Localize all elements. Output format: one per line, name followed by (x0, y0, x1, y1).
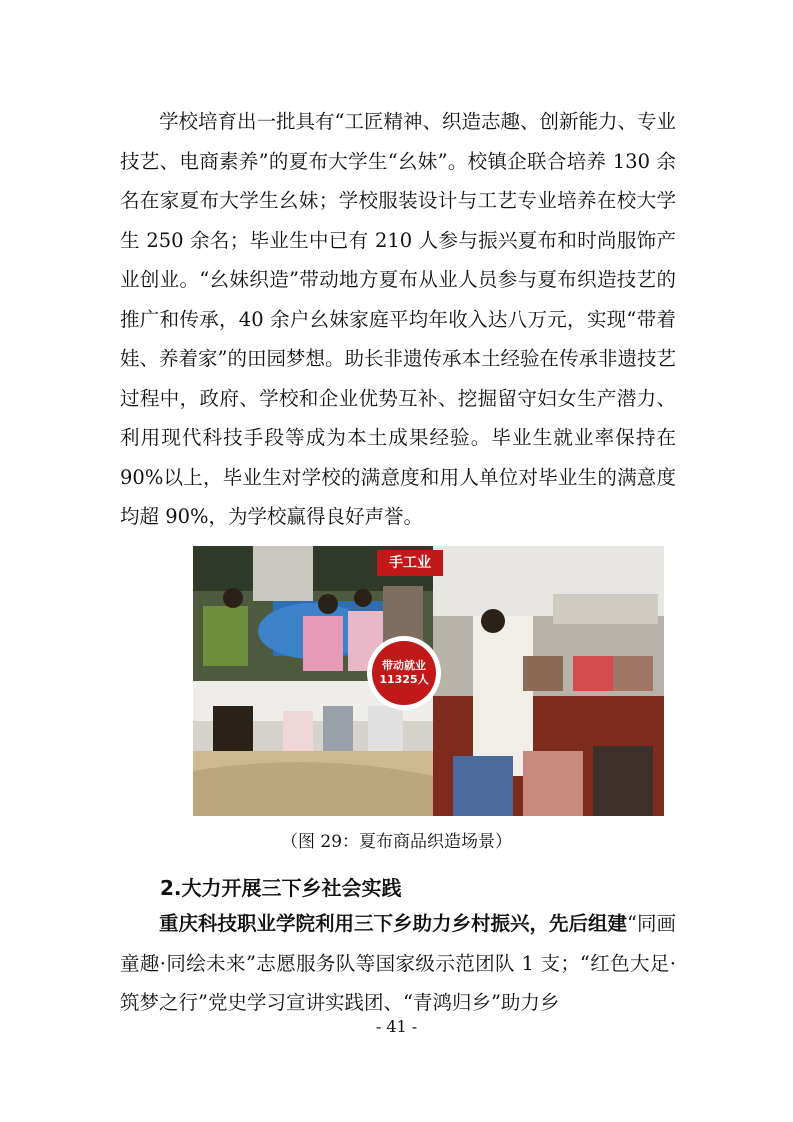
weaving-scene-photo-collage (193, 546, 664, 816)
employment-badge-inner (372, 641, 436, 705)
figure-caption: （图 29：夏布商品织造场景） (280, 832, 513, 852)
handicraft-tag-label: 手工业 (389, 555, 431, 571)
body-paragraph-2 (120, 904, 676, 1023)
paragraph-2-rest: “同画童趣·同绘未来”志愿服务队等国家级示范团队 1 支；“红色大足·筑梦之行”党史学习宣讲实践团、“青鸿归乡”助力乡 (120, 912, 676, 1014)
employment-badge-line1: 带动就业 (382, 659, 426, 672)
page-number: - 41 - (375, 1017, 418, 1036)
handicraft-tag (377, 550, 443, 576)
body-paragraph-1: 学校培育出一批具有“工匠精神、织造志趣、创新能力、专业技艺、电商素养”的夏布大学生“幺妹”。校镇企联合培养 130 余名在家夏布大学生幺妹；学校服装设计与工艺专业培养在校大学生 250 余名；毕业生中已有 210 人参与振兴夏布和时尚服饰产业创业。“幺妹织造”带动地方夏布从业人员参与夏布织造技艺的推广和传承，40 余户幺妹家庭平均年收入达八万元，实现“带着娃、养着家”的田园梦想。助长非遗传承本土经验在传承非遗技艺过程中，政府、学校和企业优势互补、挖掘留守妇女生产潜力、利用现代科技手段等成为本土成果经验。毕业生就业率保持在 90%以上，毕业生对学校的满意度和用人单位对毕业生的满意度均超 90%，为学校赢得良好声誉。 (120, 110, 676, 528)
paragraph-2-lead: 重庆科技职业学院利用三下乡助力乡村振兴，先后组建 (159, 912, 628, 935)
section-heading: 2.大力开展三下乡社会实践 (160, 876, 402, 900)
employment-badge (367, 636, 441, 710)
employment-badge-line2: 11325人 (379, 673, 429, 686)
